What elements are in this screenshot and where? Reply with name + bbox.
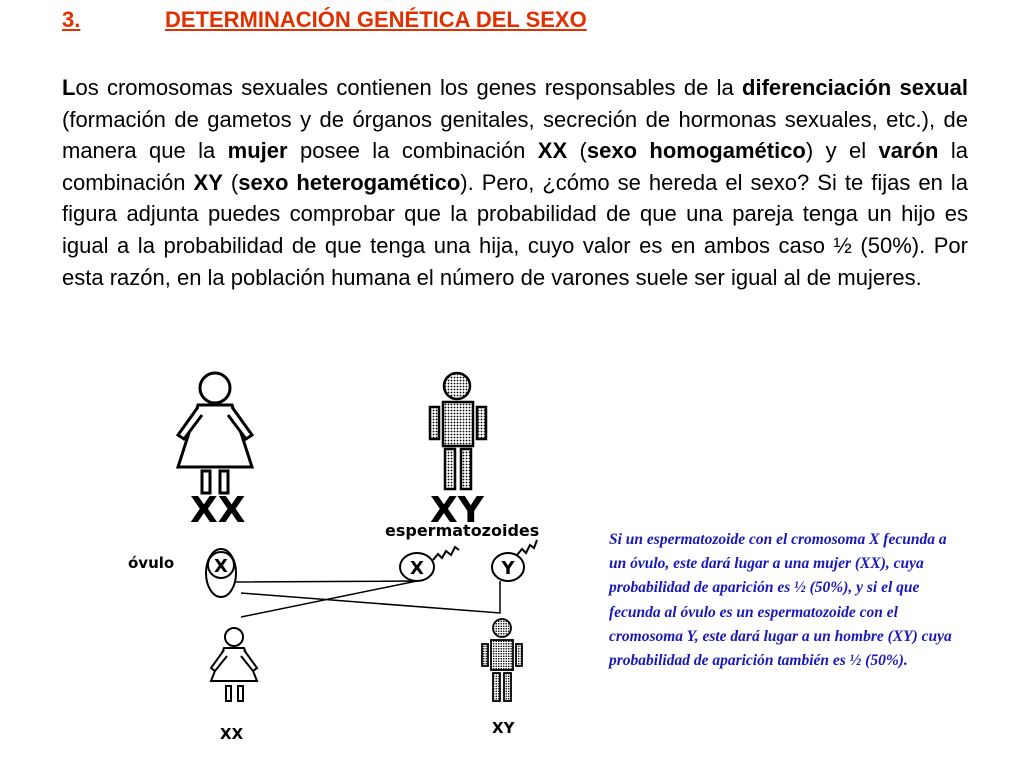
paragraph-text: posee la combinación (287, 138, 538, 164)
diagram-svg (120, 355, 580, 765)
father-chromosomes-label: XY (430, 490, 484, 531)
sex-inheritance-diagram (120, 355, 580, 765)
son-figure (482, 619, 522, 701)
son-chromosomes-label: XY (492, 719, 515, 737)
paragraph-text: os cromosomas sexuales contienen los genes responsables de la (75, 75, 743, 100)
bold-term: varón (878, 138, 939, 164)
paragraph-text: ( (567, 138, 587, 164)
paragraph-text: (formación de gametos y de órganos genitales, secreción de hormonas sexuales, etc.), de manera que la (62, 106, 968, 164)
sperm-label: espermatozoides (385, 521, 540, 540)
sperm-y-tail (517, 540, 537, 555)
ovum-label: óvulo (128, 554, 175, 572)
bold-term: sexo homogamético (586, 138, 806, 164)
father-figure (430, 373, 486, 489)
section-title: DETERMINACIÓN GENÉTICA DEL SEXO (165, 7, 587, 32)
paragraph-text: ( (222, 169, 239, 195)
daughter-figure (211, 628, 257, 701)
body-paragraph (62, 72, 968, 293)
paragraph-text: ) y el (805, 138, 879, 164)
ovum-chromosome: X (214, 556, 228, 577)
daughter-chromosomes-label: XX (220, 725, 244, 743)
bold-term: diferenciación sexual (742, 75, 968, 100)
sperm-y-chromosome: Y (501, 558, 515, 579)
fertilization-lines (236, 581, 500, 617)
sperm-x-chromosome: X (410, 558, 424, 579)
bold-term: L (62, 75, 76, 100)
bold-term: XY (193, 169, 223, 195)
mother-figure (178, 373, 252, 493)
bold-term: XX (537, 138, 568, 164)
section-heading (62, 7, 822, 39)
sperm-x-tail (433, 547, 459, 560)
bold-term: sexo heterogamético (238, 169, 461, 195)
paragraph-text: ). Pero, ¿cómo se hereda el sexo? Si te fijas en la figura adjunta puedes comprobar que la probabilidad de que una pareja tenga un hijo es igual a la probabilidad de que tenga una hija, cuyo valor es en ambos caso ½ (50%). Por esta razón, en la población humana el número de varones suele ser igual al de mujeres. (62, 169, 968, 290)
paragraph-text: la combinación (62, 138, 968, 195)
section-number: 3. (62, 7, 81, 32)
bold-term: mujer (227, 138, 288, 164)
figure-caption: Si un espermatozoide con el cromosoma X fecunda a un óvulo, este dará lugar a una mujer (XX), cuya probabilidad de aparición es ½ (50%), y si el que fecunda al óvulo es un espermatozoide con el cromosoma Y, este dará lugar a un hombre (XY) cuya probabilidad de aparición también es ½ (50%). (609, 531, 952, 670)
mother-chromosomes-label: XX (190, 490, 246, 531)
